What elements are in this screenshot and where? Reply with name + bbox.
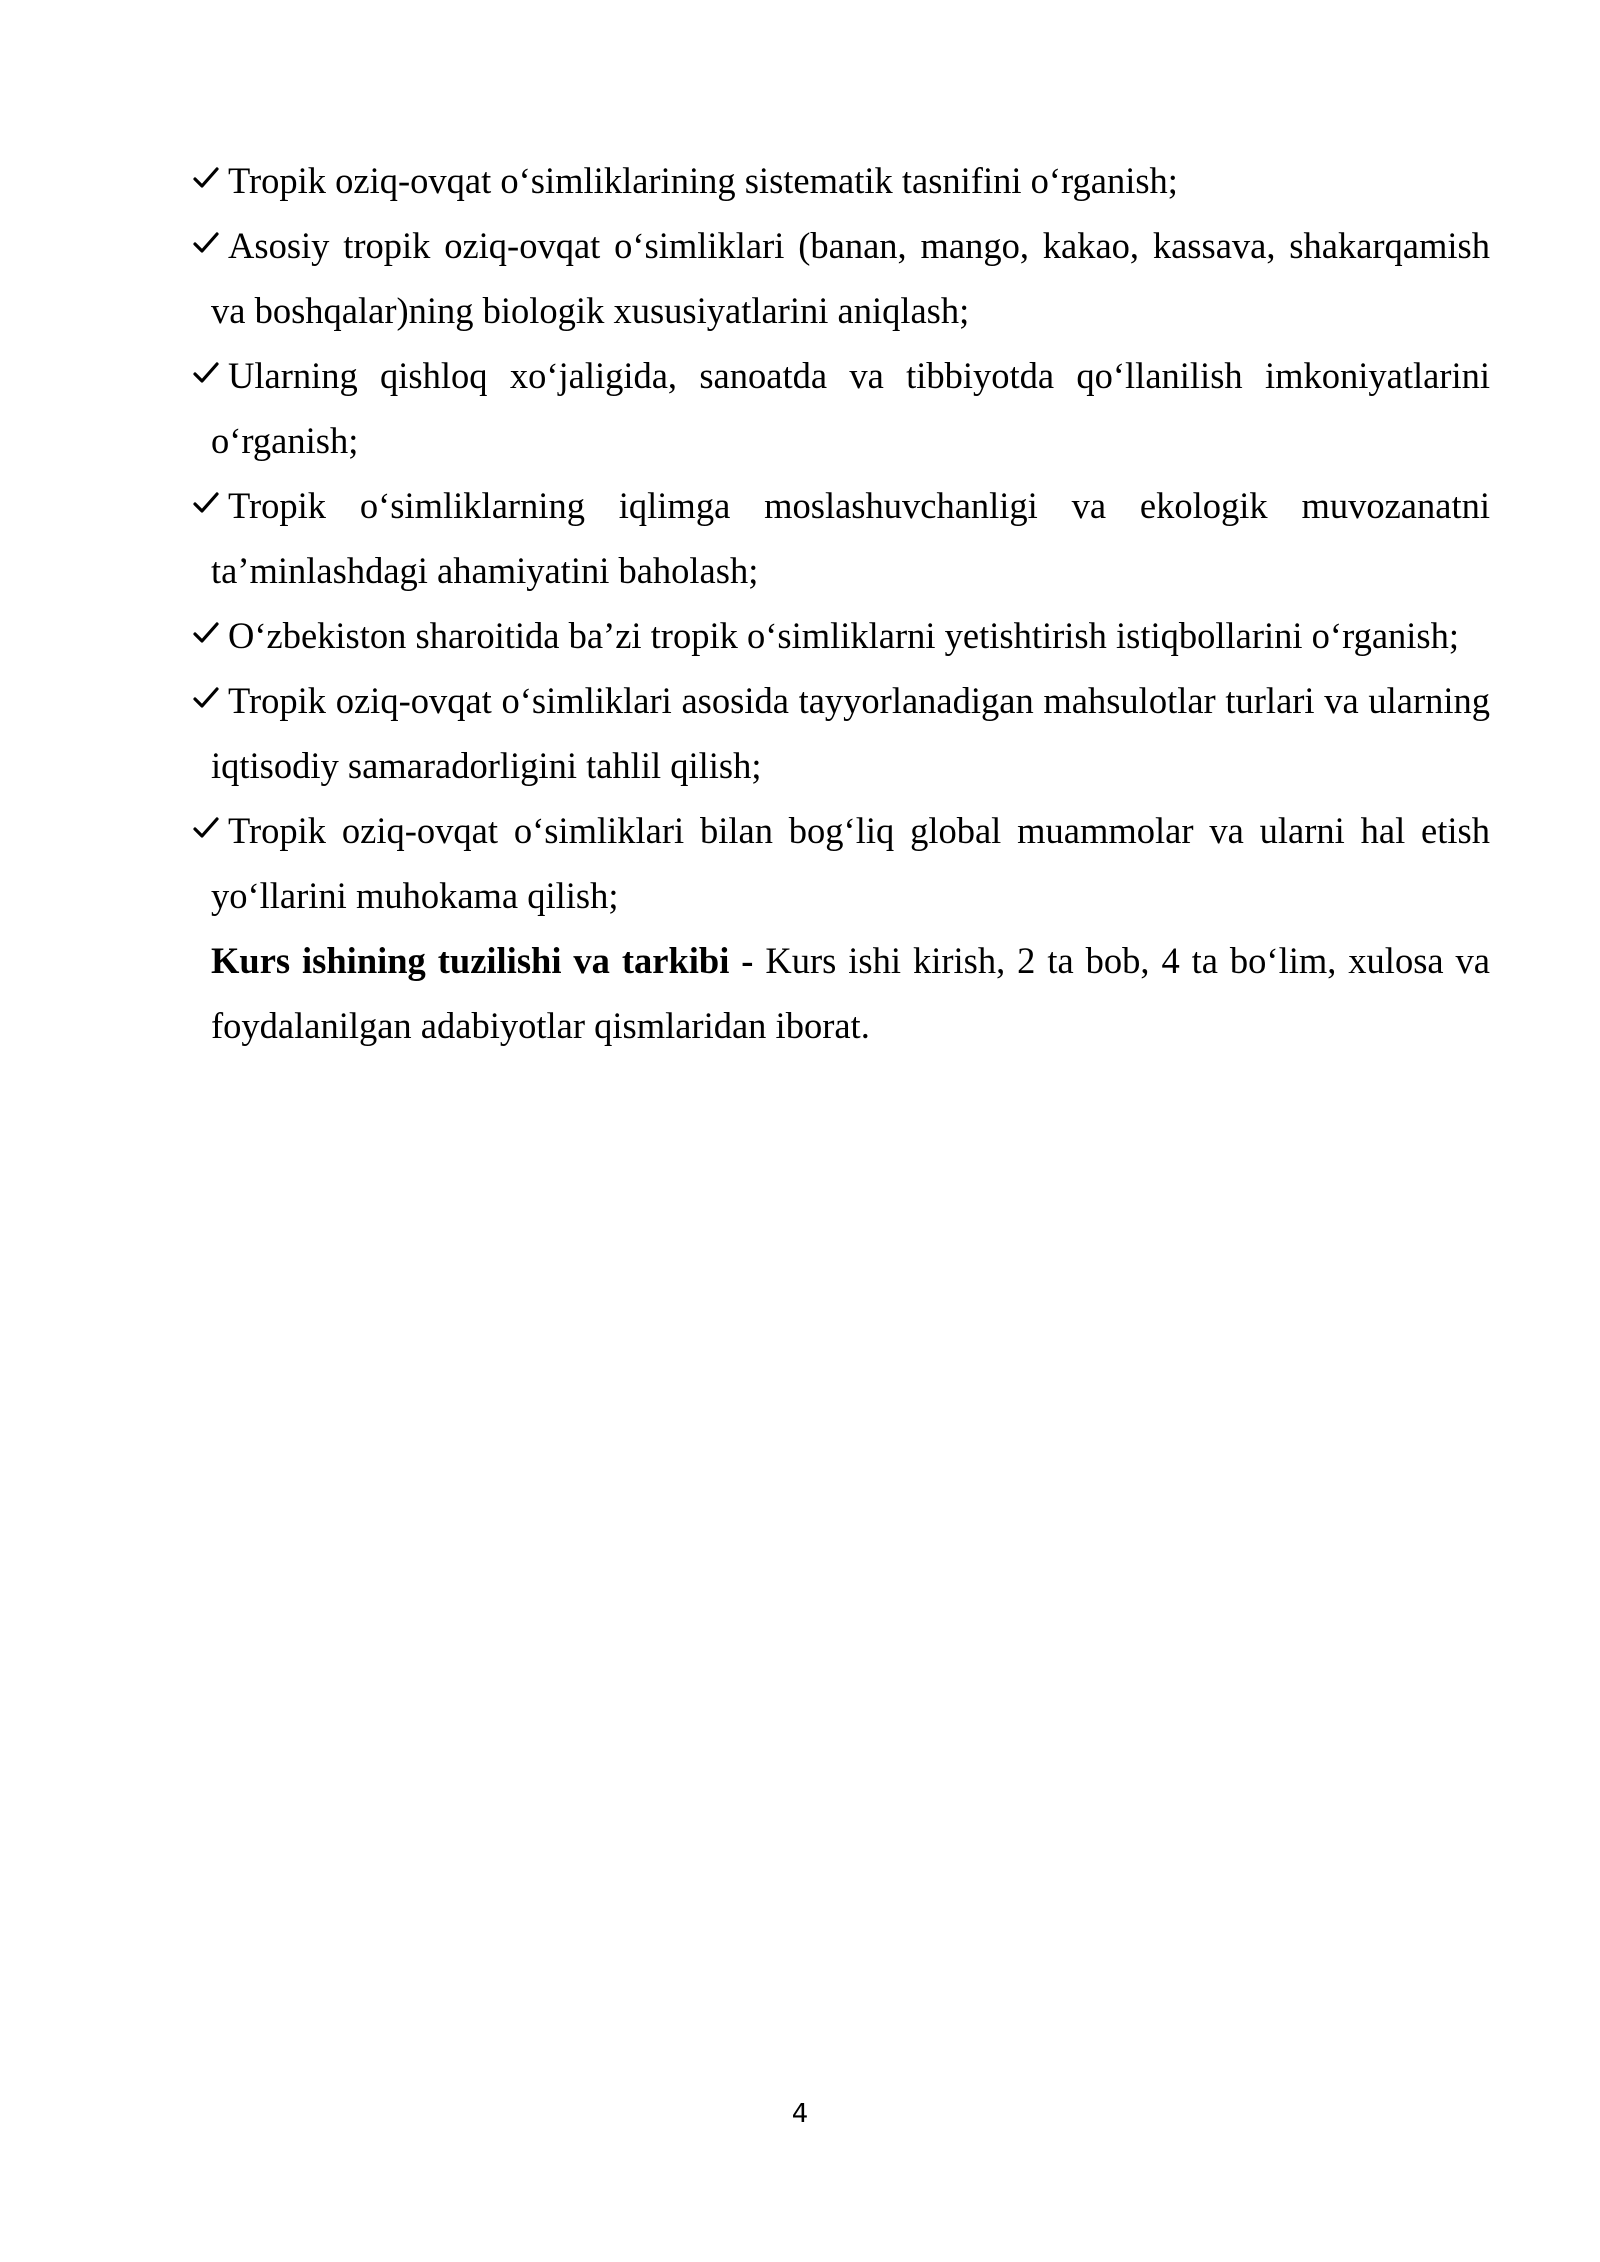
checkmark-icon [193,473,225,538]
list-item [193,213,1490,343]
checkmark-icon [193,213,225,278]
summary-paragraph [193,928,1490,1058]
list-item [193,343,1490,473]
list-item-text: Asosiy tropik oziq-ovqat o‘simliklari (banan, mango, kakao, kassava, shakarqamish va boshqalar)ning biologik xususiyatlarini aniqlash; [211,225,1490,331]
summary-text: Kurs ishi kirish, 2 ta bob, 4 ta bo‘lim, xulosa va foydalanilgan adabiyotlar qismlaridan iborat. [211,940,1490,1046]
list-item [193,798,1490,928]
checkmark-icon [193,343,225,408]
checkmark-icon [193,603,225,668]
list-item-text: Tropik o‘simliklarning iqlimga moslashuvchanligi va ekologik muvozanatni ta’minlashdagi ahamiyatini baholash; [211,485,1490,591]
summary-label: Kurs ishining tuzilishi va tarkibi - [211,940,754,981]
list-item-text: Ularning qishloq xo‘jaligida, sanoatda va tibbiyotda qo‘llanilish imkoniyatlarini o‘rganish; [211,355,1490,461]
checkmark-icon [193,148,225,213]
checkmark-icon [193,668,225,733]
document-body [193,148,1490,1058]
list-item [193,668,1490,798]
list-item-text: Tropik oziq-ovqat o‘simliklari bilan bog‘liq global muammolar va ularni hal etish yo‘llarini muhokama qilish; [211,810,1490,916]
checkmark-icon [193,798,225,863]
list-item [193,603,1490,668]
list-item-text: Tropik oziq-ovqat o‘simliklari asosida tayyorlanadigan mahsulotlar turlari va ularning iqtisodiy samaradorligini tahlil qilish; [211,680,1490,786]
list-item-text: O‘zbekiston sharoitida ba’zi tropik o‘simliklarni yetishtirish istiqbollarini o‘rganish; [228,615,1460,656]
list-item [193,148,1490,213]
page-number: 4 [791,2099,809,2129]
list-item-text: Tropik oziq-ovqat o‘simliklarining sistematik tasnifini o‘rganish; [228,160,1178,201]
list-item [193,473,1490,603]
